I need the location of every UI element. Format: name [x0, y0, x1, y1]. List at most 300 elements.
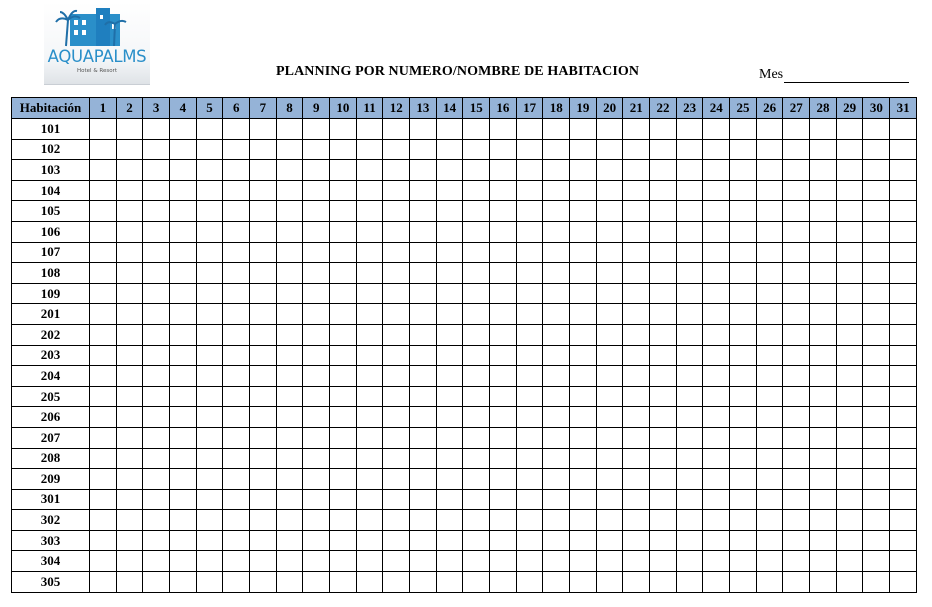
day-cell[interactable] [463, 510, 490, 531]
day-cell[interactable] [303, 119, 330, 140]
day-cell[interactable] [730, 366, 757, 387]
day-cell[interactable] [116, 139, 143, 160]
day-cell[interactable] [596, 530, 623, 551]
day-cell[interactable] [570, 263, 597, 284]
day-cell[interactable] [196, 469, 223, 490]
day-cell[interactable] [756, 221, 783, 242]
day-cell[interactable] [463, 324, 490, 345]
day-cell[interactable] [623, 324, 650, 345]
day-cell[interactable] [890, 180, 917, 201]
day-cell[interactable] [836, 510, 863, 531]
day-cell[interactable] [463, 119, 490, 140]
day-cell[interactable] [570, 160, 597, 181]
day-cell[interactable] [330, 510, 357, 531]
day-cell[interactable] [330, 139, 357, 160]
day-cell[interactable] [116, 386, 143, 407]
day-cell[interactable] [276, 242, 303, 263]
day-cell[interactable] [596, 386, 623, 407]
day-cell[interactable] [623, 510, 650, 531]
day-cell[interactable] [356, 139, 383, 160]
day-cell[interactable] [410, 119, 437, 140]
day-cell[interactable] [703, 489, 730, 510]
day-cell[interactable] [223, 283, 250, 304]
day-cell[interactable] [303, 160, 330, 181]
day-cell[interactable] [463, 551, 490, 572]
day-cell[interactable] [490, 263, 517, 284]
day-cell[interactable] [863, 180, 890, 201]
day-cell[interactable] [223, 551, 250, 572]
day-cell[interactable] [676, 469, 703, 490]
day-cell[interactable] [383, 448, 410, 469]
day-cell[interactable] [303, 469, 330, 490]
day-cell[interactable] [170, 407, 197, 428]
day-cell[interactable] [543, 283, 570, 304]
day-cell[interactable] [836, 139, 863, 160]
day-cell[interactable] [756, 263, 783, 284]
day-cell[interactable] [143, 201, 170, 222]
day-cell[interactable] [730, 221, 757, 242]
day-cell[interactable] [223, 572, 250, 593]
day-cell[interactable] [756, 407, 783, 428]
day-cell[interactable] [650, 489, 677, 510]
day-cell[interactable] [143, 180, 170, 201]
day-cell[interactable] [650, 448, 677, 469]
day-cell[interactable] [543, 572, 570, 593]
day-cell[interactable] [623, 345, 650, 366]
day-cell[interactable] [90, 366, 117, 387]
day-cell[interactable] [836, 283, 863, 304]
day-cell[interactable] [276, 551, 303, 572]
day-cell[interactable] [703, 407, 730, 428]
day-cell[interactable] [756, 469, 783, 490]
day-cell[interactable] [836, 160, 863, 181]
day-cell[interactable] [223, 263, 250, 284]
day-cell[interactable] [303, 551, 330, 572]
day-cell[interactable] [783, 510, 810, 531]
day-cell[interactable] [863, 160, 890, 181]
day-cell[interactable] [330, 324, 357, 345]
day-cell[interactable] [116, 469, 143, 490]
day-cell[interactable] [570, 366, 597, 387]
day-cell[interactable] [650, 119, 677, 140]
day-cell[interactable] [330, 427, 357, 448]
day-cell[interactable] [196, 283, 223, 304]
day-cell[interactable] [356, 530, 383, 551]
day-cell[interactable] [756, 283, 783, 304]
day-cell[interactable] [463, 304, 490, 325]
day-cell[interactable] [436, 345, 463, 366]
day-cell[interactable] [543, 366, 570, 387]
day-cell[interactable] [703, 180, 730, 201]
day-cell[interactable] [516, 119, 543, 140]
day-cell[interactable] [650, 324, 677, 345]
day-cell[interactable] [383, 304, 410, 325]
day-cell[interactable] [570, 551, 597, 572]
day-cell[interactable] [330, 160, 357, 181]
day-cell[interactable] [863, 572, 890, 593]
day-cell[interactable] [516, 551, 543, 572]
day-cell[interactable] [543, 160, 570, 181]
day-cell[interactable] [383, 427, 410, 448]
day-cell[interactable] [116, 221, 143, 242]
day-cell[interactable] [890, 407, 917, 428]
day-cell[interactable] [463, 345, 490, 366]
day-cell[interactable] [143, 160, 170, 181]
day-cell[interactable] [143, 489, 170, 510]
day-cell[interactable] [410, 221, 437, 242]
day-cell[interactable] [330, 386, 357, 407]
day-cell[interactable] [890, 386, 917, 407]
day-cell[interactable] [196, 201, 223, 222]
day-cell[interactable] [623, 201, 650, 222]
day-cell[interactable] [810, 263, 837, 284]
day-cell[interactable] [570, 386, 597, 407]
day-cell[interactable] [676, 304, 703, 325]
day-cell[interactable] [250, 572, 277, 593]
day-cell[interactable] [116, 427, 143, 448]
day-cell[interactable] [250, 366, 277, 387]
day-cell[interactable] [143, 119, 170, 140]
day-cell[interactable] [516, 448, 543, 469]
day-cell[interactable] [676, 221, 703, 242]
day-cell[interactable] [810, 510, 837, 531]
day-cell[interactable] [543, 139, 570, 160]
day-cell[interactable] [223, 366, 250, 387]
day-cell[interactable] [756, 572, 783, 593]
day-cell[interactable] [836, 469, 863, 490]
day-cell[interactable] [196, 242, 223, 263]
day-cell[interactable] [756, 160, 783, 181]
day-cell[interactable] [570, 345, 597, 366]
day-cell[interactable] [623, 448, 650, 469]
day-cell[interactable] [783, 263, 810, 284]
day-cell[interactable] [143, 324, 170, 345]
day-cell[interactable] [330, 551, 357, 572]
day-cell[interactable] [250, 427, 277, 448]
day-cell[interactable] [90, 119, 117, 140]
day-cell[interactable] [703, 201, 730, 222]
day-cell[interactable] [863, 530, 890, 551]
day-cell[interactable] [436, 489, 463, 510]
day-cell[interactable] [463, 489, 490, 510]
day-cell[interactable] [676, 572, 703, 593]
day-cell[interactable] [250, 386, 277, 407]
day-cell[interactable] [356, 345, 383, 366]
day-cell[interactable] [250, 345, 277, 366]
day-cell[interactable] [116, 407, 143, 428]
day-cell[interactable] [543, 180, 570, 201]
day-cell[interactable] [223, 119, 250, 140]
day-cell[interactable] [650, 572, 677, 593]
day-cell[interactable] [623, 180, 650, 201]
day-cell[interactable] [863, 366, 890, 387]
day-cell[interactable] [143, 221, 170, 242]
day-cell[interactable] [383, 469, 410, 490]
day-cell[interactable] [836, 530, 863, 551]
day-cell[interactable] [783, 304, 810, 325]
day-cell[interactable] [330, 119, 357, 140]
day-cell[interactable] [730, 119, 757, 140]
day-cell[interactable] [676, 448, 703, 469]
day-cell[interactable] [756, 119, 783, 140]
day-cell[interactable] [223, 324, 250, 345]
day-cell[interactable] [410, 345, 437, 366]
day-cell[interactable] [330, 180, 357, 201]
day-cell[interactable] [383, 345, 410, 366]
day-cell[interactable] [676, 345, 703, 366]
day-cell[interactable] [703, 510, 730, 531]
day-cell[interactable] [623, 572, 650, 593]
day-cell[interactable] [223, 139, 250, 160]
day-cell[interactable] [863, 304, 890, 325]
day-cell[interactable] [436, 530, 463, 551]
day-cell[interactable] [676, 201, 703, 222]
day-cell[interactable] [196, 160, 223, 181]
day-cell[interactable] [570, 448, 597, 469]
day-cell[interactable] [703, 572, 730, 593]
day-cell[interactable] [596, 427, 623, 448]
day-cell[interactable] [196, 427, 223, 448]
day-cell[interactable] [730, 510, 757, 531]
day-cell[interactable] [810, 221, 837, 242]
day-cell[interactable] [836, 366, 863, 387]
day-cell[interactable] [810, 469, 837, 490]
day-cell[interactable] [90, 263, 117, 284]
day-cell[interactable] [356, 489, 383, 510]
day-cell[interactable] [196, 366, 223, 387]
day-cell[interactable] [783, 427, 810, 448]
day-cell[interactable] [170, 201, 197, 222]
day-cell[interactable] [303, 448, 330, 469]
day-cell[interactable] [170, 510, 197, 531]
day-cell[interactable] [596, 366, 623, 387]
day-cell[interactable] [543, 469, 570, 490]
day-cell[interactable] [730, 201, 757, 222]
day-cell[interactable] [303, 407, 330, 428]
day-cell[interactable] [650, 366, 677, 387]
day-cell[interactable] [170, 119, 197, 140]
day-cell[interactable] [516, 242, 543, 263]
day-cell[interactable] [756, 324, 783, 345]
day-cell[interactable] [890, 448, 917, 469]
day-cell[interactable] [223, 530, 250, 551]
day-cell[interactable] [650, 160, 677, 181]
day-cell[interactable] [223, 201, 250, 222]
day-cell[interactable] [570, 489, 597, 510]
day-cell[interactable] [783, 221, 810, 242]
day-cell[interactable] [196, 263, 223, 284]
day-cell[interactable] [463, 180, 490, 201]
day-cell[interactable] [196, 139, 223, 160]
day-cell[interactable] [410, 407, 437, 428]
day-cell[interactable] [863, 283, 890, 304]
day-cell[interactable] [436, 283, 463, 304]
day-cell[interactable] [650, 510, 677, 531]
day-cell[interactable] [116, 160, 143, 181]
day-cell[interactable] [676, 119, 703, 140]
day-cell[interactable] [490, 283, 517, 304]
day-cell[interactable] [863, 551, 890, 572]
day-cell[interactable] [730, 572, 757, 593]
day-cell[interactable] [250, 119, 277, 140]
day-cell[interactable] [436, 407, 463, 428]
day-cell[interactable] [436, 572, 463, 593]
day-cell[interactable] [356, 201, 383, 222]
day-cell[interactable] [623, 160, 650, 181]
day-cell[interactable] [836, 221, 863, 242]
day-cell[interactable] [90, 448, 117, 469]
day-cell[interactable] [90, 324, 117, 345]
day-cell[interactable] [90, 572, 117, 593]
day-cell[interactable] [596, 551, 623, 572]
day-cell[interactable] [730, 242, 757, 263]
day-cell[interactable] [676, 263, 703, 284]
day-cell[interactable] [356, 427, 383, 448]
day-cell[interactable] [490, 572, 517, 593]
day-cell[interactable] [116, 263, 143, 284]
day-cell[interactable] [863, 119, 890, 140]
day-cell[interactable] [116, 366, 143, 387]
day-cell[interactable] [756, 510, 783, 531]
day-cell[interactable] [410, 180, 437, 201]
day-cell[interactable] [516, 180, 543, 201]
day-cell[interactable] [650, 139, 677, 160]
day-cell[interactable] [490, 530, 517, 551]
day-cell[interactable] [516, 139, 543, 160]
day-cell[interactable] [463, 201, 490, 222]
day-cell[interactable] [570, 201, 597, 222]
day-cell[interactable] [463, 283, 490, 304]
day-cell[interactable] [276, 510, 303, 531]
day-cell[interactable] [543, 551, 570, 572]
day-cell[interactable] [676, 366, 703, 387]
day-cell[interactable] [143, 469, 170, 490]
day-cell[interactable] [863, 139, 890, 160]
day-cell[interactable] [463, 469, 490, 490]
day-cell[interactable] [516, 572, 543, 593]
day-cell[interactable] [596, 448, 623, 469]
day-cell[interactable] [890, 469, 917, 490]
day-cell[interactable] [783, 345, 810, 366]
day-cell[interactable] [143, 139, 170, 160]
day-cell[interactable] [116, 572, 143, 593]
day-cell[interactable] [490, 448, 517, 469]
day-cell[interactable] [890, 345, 917, 366]
day-cell[interactable] [516, 160, 543, 181]
day-cell[interactable] [730, 345, 757, 366]
day-cell[interactable] [250, 283, 277, 304]
day-cell[interactable] [730, 283, 757, 304]
day-cell[interactable] [356, 324, 383, 345]
day-cell[interactable] [650, 427, 677, 448]
day-cell[interactable] [516, 386, 543, 407]
day-cell[interactable] [623, 366, 650, 387]
day-cell[interactable] [223, 510, 250, 531]
day-cell[interactable] [196, 448, 223, 469]
day-cell[interactable] [810, 530, 837, 551]
day-cell[interactable] [196, 530, 223, 551]
day-cell[interactable] [810, 345, 837, 366]
day-cell[interactable] [783, 530, 810, 551]
day-cell[interactable] [650, 221, 677, 242]
day-cell[interactable] [250, 221, 277, 242]
day-cell[interactable] [143, 386, 170, 407]
day-cell[interactable] [836, 263, 863, 284]
day-cell[interactable] [490, 119, 517, 140]
day-cell[interactable] [490, 139, 517, 160]
day-cell[interactable] [276, 201, 303, 222]
day-cell[interactable] [170, 221, 197, 242]
day-cell[interactable] [836, 489, 863, 510]
day-cell[interactable] [276, 221, 303, 242]
day-cell[interactable] [703, 345, 730, 366]
day-cell[interactable] [596, 489, 623, 510]
day-cell[interactable] [90, 489, 117, 510]
day-cell[interactable] [356, 304, 383, 325]
day-cell[interactable] [730, 530, 757, 551]
day-cell[interactable] [596, 407, 623, 428]
day-cell[interactable] [703, 304, 730, 325]
day-cell[interactable] [810, 180, 837, 201]
day-cell[interactable] [276, 119, 303, 140]
day-cell[interactable] [276, 407, 303, 428]
day-cell[interactable] [730, 427, 757, 448]
day-cell[interactable] [543, 119, 570, 140]
day-cell[interactable] [836, 304, 863, 325]
day-cell[interactable] [570, 324, 597, 345]
day-cell[interactable] [356, 572, 383, 593]
day-cell[interactable] [623, 304, 650, 325]
month-field[interactable] [784, 82, 909, 83]
day-cell[interactable] [570, 304, 597, 325]
day-cell[interactable] [383, 242, 410, 263]
day-cell[interactable] [596, 324, 623, 345]
day-cell[interactable] [383, 407, 410, 428]
day-cell[interactable] [490, 510, 517, 531]
day-cell[interactable] [170, 324, 197, 345]
day-cell[interactable] [570, 510, 597, 531]
day-cell[interactable] [436, 180, 463, 201]
day-cell[interactable] [890, 201, 917, 222]
day-cell[interactable] [410, 160, 437, 181]
day-cell[interactable] [463, 160, 490, 181]
day-cell[interactable] [303, 510, 330, 531]
day-cell[interactable] [330, 345, 357, 366]
day-cell[interactable] [676, 551, 703, 572]
day-cell[interactable] [276, 448, 303, 469]
day-cell[interactable] [570, 427, 597, 448]
day-cell[interactable] [436, 386, 463, 407]
day-cell[interactable] [383, 263, 410, 284]
day-cell[interactable] [890, 139, 917, 160]
day-cell[interactable] [810, 448, 837, 469]
day-cell[interactable] [676, 407, 703, 428]
day-cell[interactable] [490, 242, 517, 263]
day-cell[interactable] [303, 366, 330, 387]
day-cell[interactable] [676, 510, 703, 531]
day-cell[interactable] [650, 283, 677, 304]
day-cell[interactable] [596, 221, 623, 242]
day-cell[interactable] [516, 407, 543, 428]
day-cell[interactable] [596, 510, 623, 531]
day-cell[interactable] [223, 304, 250, 325]
day-cell[interactable] [196, 345, 223, 366]
day-cell[interactable] [276, 489, 303, 510]
day-cell[interactable] [303, 221, 330, 242]
day-cell[interactable] [170, 448, 197, 469]
day-cell[interactable] [276, 427, 303, 448]
day-cell[interactable] [383, 201, 410, 222]
